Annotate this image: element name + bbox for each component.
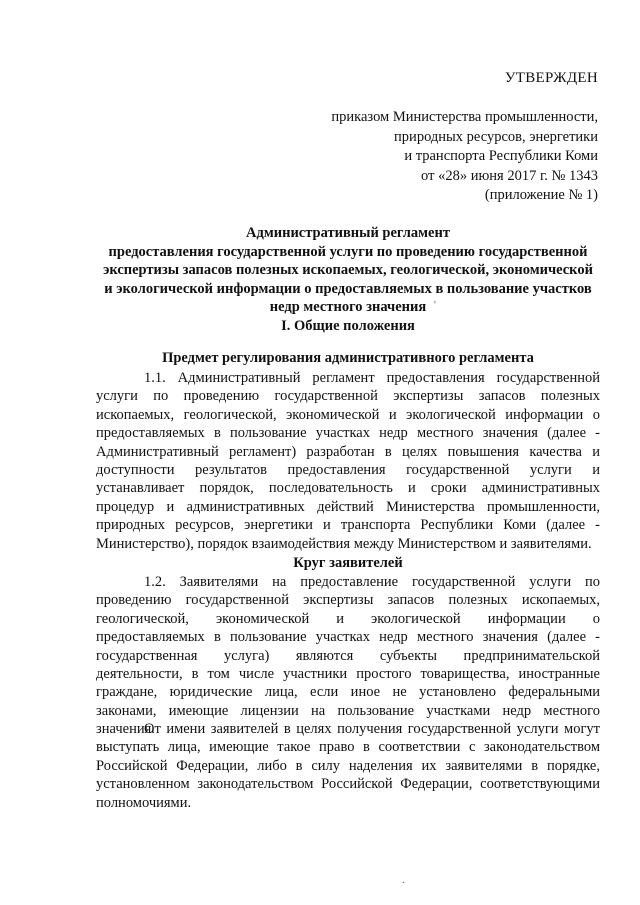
order-line: (приложение № 1) — [484, 187, 598, 203]
paragraph-line: значения. — [96, 721, 155, 738]
section-heading-applicants: Круг заявителей — [293, 555, 403, 571]
paragraph-line: предоставляемых в пользование участках недр местного значения (далее - — [96, 629, 600, 646]
paragraph-1-1 — [96, 369, 600, 553]
paragraph-representatives — [96, 720, 600, 812]
order-reference — [298, 108, 598, 206]
paragraph-line: процедур и административных действий Министерства промышленности, — [96, 498, 600, 515]
paragraph-line: 1.2. Заявителями на предоставление государственной услуги по — [144, 574, 600, 590]
title-line: и экологической информации о предоставляемых в пользование участков — [104, 280, 592, 297]
title-line: экспертизы запасов полезных ископаемых, геологической, экономической — [103, 262, 593, 278]
paragraph-line: граждане, юридические лица, если иное не установлено федеральными — [96, 684, 600, 701]
paragraph-line: геологической, экономической и экологической информации о — [96, 610, 600, 627]
paragraph-line: ископаемых, геологической, экономической и экологической информации о — [96, 406, 600, 423]
order-line: и транспорта Республики Коми — [404, 148, 598, 164]
paragraph-line: От имени заявителей в целях получения государственной услуги могут — [144, 721, 600, 737]
paragraph-line: деятельности, в том числе участники простого товарищества, иностранные — [96, 666, 600, 683]
paragraph-line: предоставляемых в пользование участках недр местного значения (далее - — [96, 425, 600, 442]
paragraph-1-2 — [96, 573, 600, 739]
order-line: природных ресурсов, энергетики — [394, 128, 598, 145]
scan-speck: ' — [434, 300, 436, 311]
scan-speck: . — [402, 875, 405, 886]
paragraph-line: доступности результатов предоставления государственной услуги и — [96, 462, 600, 479]
title-line: недр местного значения — [269, 299, 427, 315]
paragraph-line: Российской Федерации, либо в силу наделения их заявителями в порядке, — [96, 757, 600, 774]
paragraph-line: государственная услуга) являются субъекты предпринимательской — [96, 647, 600, 664]
section-heading-general: I. Общие положения — [281, 318, 415, 334]
document-title — [96, 224, 600, 317]
paragraph-line: проведению государственной экспертизы запасов полезных ископаемых, — [96, 592, 600, 609]
title-line: предоставления государственной услуги по проведению государственной — [108, 243, 588, 260]
order-line: приказом Министерства промышленности, — [331, 109, 598, 125]
paragraph-line: природных ресурсов, энергетики и транспорта Республики Коми (далее - — [96, 517, 600, 534]
paragraph-line: услуги по проведению государственной экспертизы запасов полезных — [96, 388, 600, 405]
paragraph-line: полномочиями. — [96, 794, 192, 811]
paragraph-line: 1.1. Административный регламент предоставления государственной — [144, 370, 600, 386]
section-heading-subject: Предмет регулирования административного регламента — [162, 350, 534, 366]
order-line: от «28» июня 2017 г. № 1343 — [421, 167, 598, 184]
title-line: Административный регламент — [246, 225, 450, 241]
paragraph-line: устанавливает порядок, последовательность и сроки административных — [96, 480, 600, 497]
paragraph-line: Административный регламент) разработан в целях повышения качества и — [96, 443, 600, 460]
paragraph-line: выступать лица, имеющие такое право в соответствии с законодательством — [96, 739, 600, 756]
paragraph-line: законами, имеющие лицензии на пользование участками недр местного — [96, 702, 600, 719]
paragraph-line: Министерство), порядок взаимодействия между Министерством и заявителями. — [96, 535, 592, 552]
approved-stamp-text: УТВЕРЖДЕН — [504, 70, 598, 86]
paragraph-line: установленном законодательством Российской Федерации, соответствующими — [96, 776, 600, 793]
